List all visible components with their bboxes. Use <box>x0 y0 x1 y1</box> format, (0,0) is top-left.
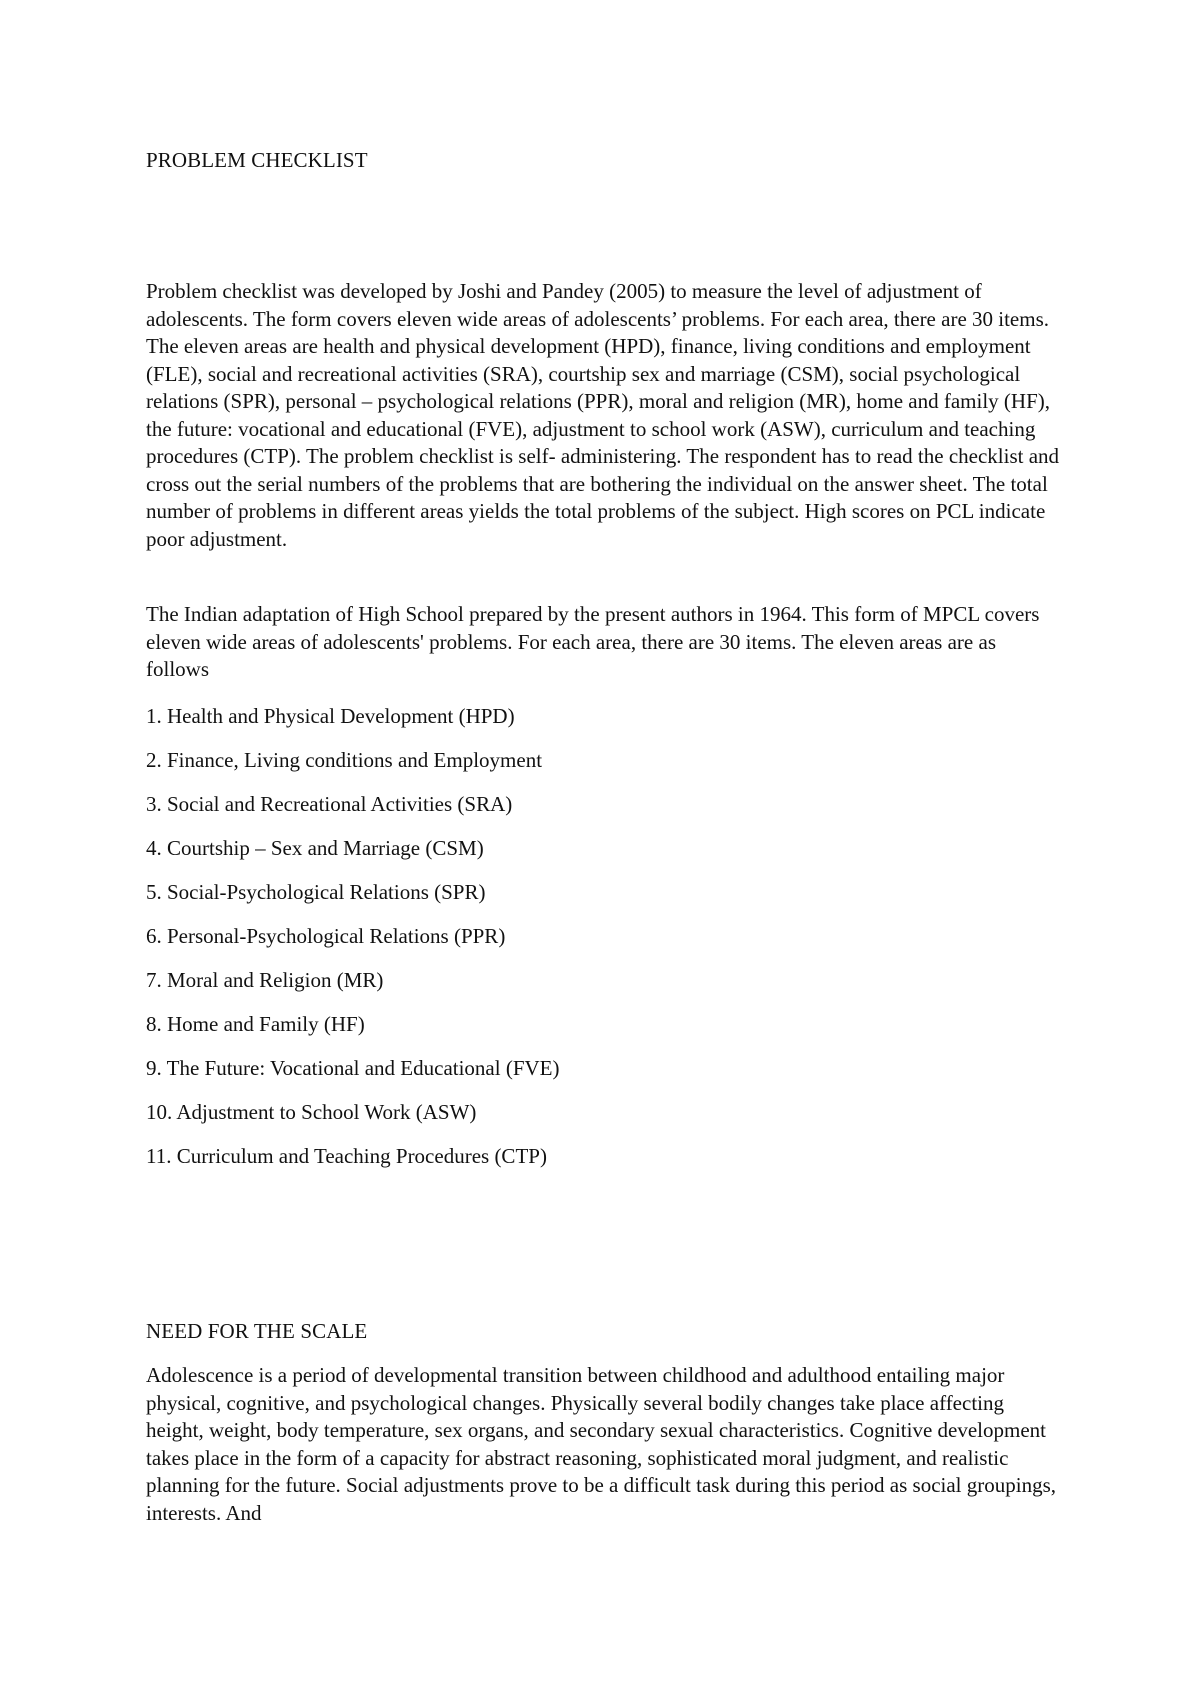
need-paragraph: Adolescence is a period of developmental transition between childhood and adulthood entailing major physical, cognitive, and psychological changes. Physically several bodily changes take place affecting height, weight, body temperature, sex organs, and secondary sexual characteristics. Cognitive development takes place in the form of a capacity for abstract reasoning, sophisticated moral judgment, and realistic planning for the future. Social adjustments prove to be a difficult task during this period as social groupings, interests. And <box>146 1363 1057 1525</box>
intro-paragraph: Problem checklist was developed by Joshi and Pandey (2005) to measure the level of adjustment of adolescents. The form covers eleven wide areas of adolescents’ problems. For each area, there are 30 items. The eleven areas are health and physical development (HPD), finance, living conditions and employment (FLE), social and recreational activities (SRA), courtship sex and marriage (CSM), social psychological relations (SPR), personal – psychological relations (PPR), moral and religion (MR), home and family (HF), the future: vocational and educational (FVE), adjustment to school work (ASW), curriculum and teaching procedures (CTP). The problem checklist is self- administering. The respondent has to read the checklist and cross out the serial numbers of the problems that are bothering the individual on the answer sheet. The total number of problems in different areas yields the total problems of the subject. High scores on PCL indicate poor adjustment. <box>146 279 1060 551</box>
areas-list <box>146 703 560 1187</box>
list-item: 3. Social and Recreational Activities (SRA) <box>146 792 513 816</box>
list-item: 2. Finance, Living conditions and Employment <box>146 748 543 772</box>
list-item: 8. Home and Family (HF) <box>146 1012 365 1036</box>
list-item: 4. Courtship – Sex and Marriage (CSM) <box>146 836 484 860</box>
list-item: 10. Adjustment to School Work (ASW) <box>146 1100 477 1124</box>
section-title-need-for-scale: NEED FOR THE SCALE <box>146 1319 368 1343</box>
section-title-problem-checklist: PROBLEM CHECKLIST <box>146 148 368 172</box>
adaptation-paragraph: The Indian adaptation of High School prepared by the present authors in 1964. This form of MPCL covers eleven wide areas of adolescents' problems. For each area, there are 30 items. The eleven areas are as follows <box>146 602 1040 681</box>
list-item: 9. The Future: Vocational and Educational (FVE) <box>146 1056 560 1080</box>
list-item: 1. Health and Physical Development (HPD) <box>146 704 515 728</box>
list-item: 5. Social-Psychological Relations (SPR) <box>146 880 486 904</box>
list-item: 6. Personal-Psychological Relations (PPR) <box>146 924 506 948</box>
list-item: 11. Curriculum and Teaching Procedures (CTP) <box>146 1144 547 1168</box>
list-item: 7. Moral and Religion (MR) <box>146 968 384 992</box>
